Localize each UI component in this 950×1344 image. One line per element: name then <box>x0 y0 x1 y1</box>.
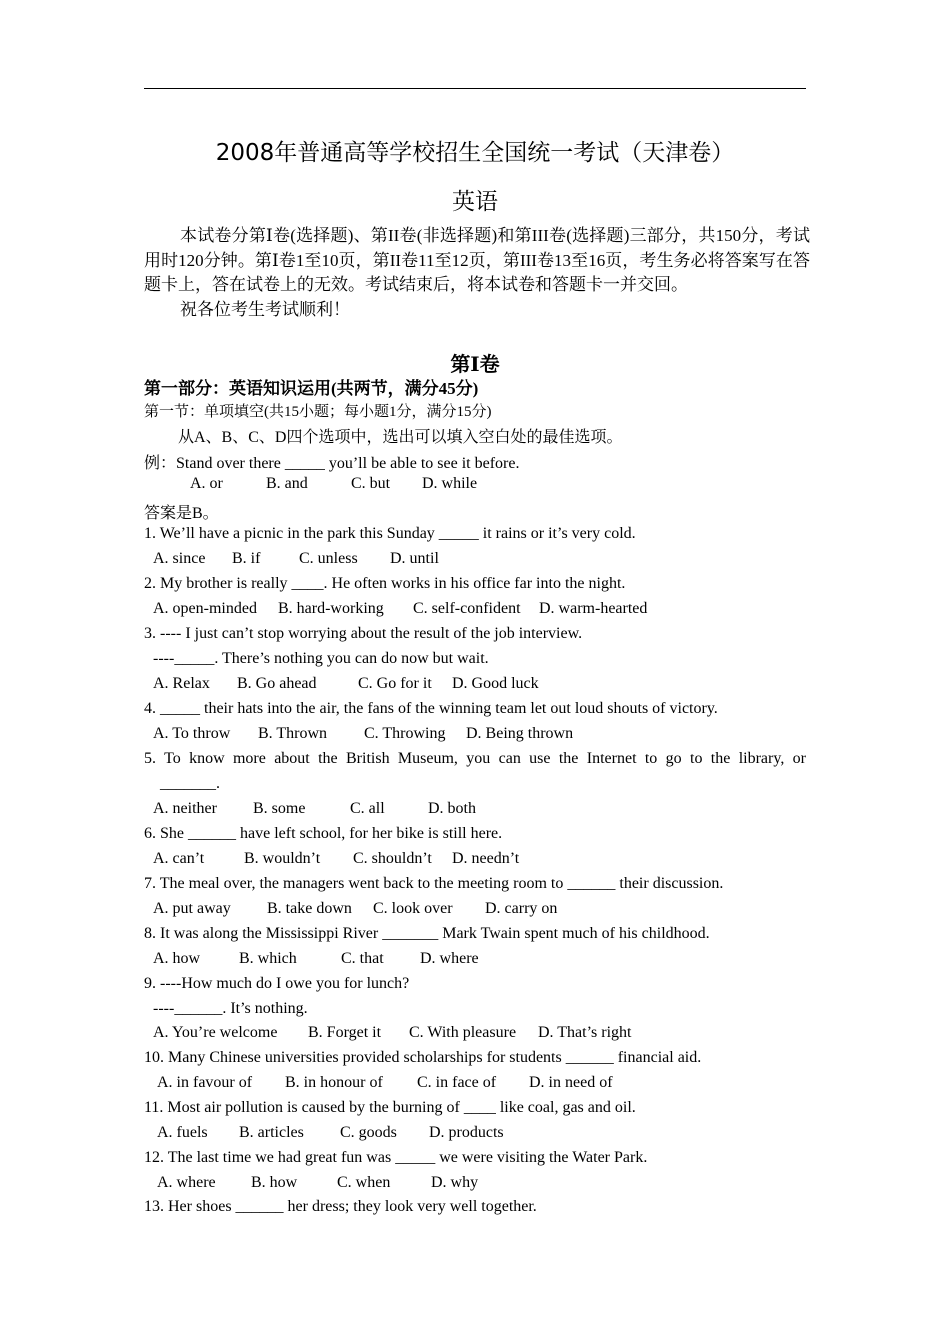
option: A. how <box>153 950 201 967</box>
option: A. put away <box>153 900 231 917</box>
option: D. Being thrown <box>466 725 574 742</box>
option: D. warm-hearted <box>539 600 648 617</box>
question-stem-continued: ----______. It’s nothing. <box>153 1000 308 1017</box>
good-luck-line: 祝各位考生考试顺利！ <box>180 299 350 319</box>
question-stem: 9. ----How much do I owe you for lunch? <box>144 975 410 992</box>
option: D. while <box>422 475 478 492</box>
option: D. both <box>428 800 476 817</box>
option: B. how <box>251 1174 298 1191</box>
option: D. That’s right <box>538 1024 632 1041</box>
option: C. Throwing <box>364 725 446 742</box>
part-heading: 第一部分：英语知识运用(共两节，满分45分) <box>144 379 479 398</box>
option: C. all <box>350 800 385 817</box>
exam-title: 2008年普通高等学校招生全国统一考试（天津卷） <box>215 140 735 166</box>
question-options <box>153 1024 631 1042</box>
option: A. in favour of <box>157 1074 253 1091</box>
question-options <box>153 850 519 868</box>
option: D. needn’t <box>452 850 520 867</box>
option: B. Go ahead <box>237 675 317 692</box>
option: D. until <box>390 550 439 567</box>
intro-paragraph: 本试卷分第Ⅰ卷(选择题)、第II卷(非选择题)和第III卷(选择题)三部分，共150分，考试用时120分钟。第Ⅰ卷1至10页，第II卷11至12页，第III卷13至16页，考生务必将答案写在答题卡上，答在试卷上的无效。考试结束后，将本试卷和答题卡一并交回。 <box>144 226 810 294</box>
option: D. products <box>429 1124 504 1141</box>
question-options <box>157 1174 478 1192</box>
header-rule <box>144 88 806 89</box>
question-stem: 8. It was along the Mississippi River _______ Mark Twain spent much of his childhood. <box>144 925 710 942</box>
option: A. You’re welcome <box>153 1024 278 1041</box>
option: D. where <box>420 950 479 967</box>
option: B. take down <box>267 900 352 917</box>
option: B. if <box>232 550 261 567</box>
example-options <box>190 475 477 493</box>
option: C. look over <box>373 900 453 917</box>
question-options <box>157 1074 613 1092</box>
question-stem: 11. Most air pollution is caused by the burning of ____ like coal, gas and oil. <box>144 1099 636 1116</box>
instruction-text: 从A、B、C、D四个选项中，选出可以填入空白处的最佳选项。 <box>178 429 623 446</box>
option: D. Good luck <box>452 675 539 692</box>
option: C. self-confident <box>413 600 521 617</box>
question-stem: 1. We’ll have a picnic in the park this Sunday _____ it rains or it’s very cold. <box>144 525 636 542</box>
option: C. that <box>341 950 384 967</box>
option: B. hard-working <box>278 600 384 617</box>
example-stem: 例：Stand over there _____ you’ll be able to see it before. <box>144 455 520 472</box>
question-options <box>153 600 647 618</box>
option: A. fuels <box>157 1124 208 1141</box>
option: A. neither <box>153 800 217 817</box>
option: C. shouldn’t <box>353 850 432 867</box>
question-options <box>153 675 539 693</box>
subject-title: 英语 <box>452 189 498 215</box>
option: C. Go for it <box>358 675 432 692</box>
option: D. why <box>431 1174 479 1191</box>
question-stem: 13. Her shoes ______ her dress; they look very well together. <box>144 1198 537 1215</box>
option: D. in need of <box>529 1074 613 1091</box>
option: A. since <box>153 550 206 567</box>
option: B. and <box>266 475 308 492</box>
question-options <box>153 800 476 818</box>
question-stem: 6. She ______ have left school, for her bike is still here. <box>144 825 503 842</box>
option: A. open-minded <box>153 600 257 617</box>
option: B. which <box>239 950 297 967</box>
question-stem: 10. Many Chinese universities provided scholarships for students ______ financial aid. <box>144 1049 702 1066</box>
question-options <box>153 900 557 918</box>
option: B. articles <box>239 1124 304 1141</box>
option: C. but <box>351 475 391 492</box>
option: C. With pleasure <box>409 1024 517 1041</box>
question-stem: 12. The last time we had great fun was _____ we were visiting the Water Park. <box>144 1149 648 1166</box>
option: C. goods <box>340 1124 397 1141</box>
question-options <box>153 950 479 968</box>
question-stem-continued: _______. <box>160 775 220 792</box>
question-options <box>157 1124 504 1142</box>
option: A. or <box>190 475 223 492</box>
question-stem: 4. _____ their hats into the air, the fans of the winning team let out loud shouts of victory. <box>144 700 718 717</box>
volume-heading: 第Ⅰ卷 <box>450 354 500 376</box>
question-stem: 2. My brother is really ____. He often works in his office far into the night. <box>144 575 626 592</box>
option: B. Thrown <box>258 725 328 742</box>
option: C. in face of <box>417 1074 497 1091</box>
question-options <box>153 550 439 568</box>
question-stem-continued: ----_____. There’s nothing you can do now but wait. <box>153 650 489 667</box>
option: A. To throw <box>153 725 231 742</box>
section-heading: 第一节：单项填空(共15小题；每小题1分，满分15分) <box>144 404 492 420</box>
example-answer: 答案是B。 <box>144 505 219 522</box>
option: A. can’t <box>153 850 205 867</box>
intro-block <box>144 224 810 322</box>
option: B. wouldn’t <box>244 850 321 867</box>
option: C. when <box>337 1174 391 1191</box>
option: A. Relax <box>153 675 210 692</box>
question-stem: 3. ---- I just can’t stop worrying about the result of the job interview. <box>144 625 583 642</box>
option: A. where <box>157 1174 216 1191</box>
option: B. Forget it <box>308 1024 382 1041</box>
question-stem: 5. To know more about the British Museum, you can use the Internet to go to the library, or <box>144 750 806 767</box>
option: D. carry on <box>485 900 558 917</box>
question-options <box>153 725 573 743</box>
option: B. some <box>253 800 306 817</box>
option: B. in honour of <box>285 1074 383 1091</box>
option: C. unless <box>299 550 358 567</box>
question-stem: 7. The meal over, the managers went back to the meeting room to ______ their discussion. <box>144 875 724 892</box>
